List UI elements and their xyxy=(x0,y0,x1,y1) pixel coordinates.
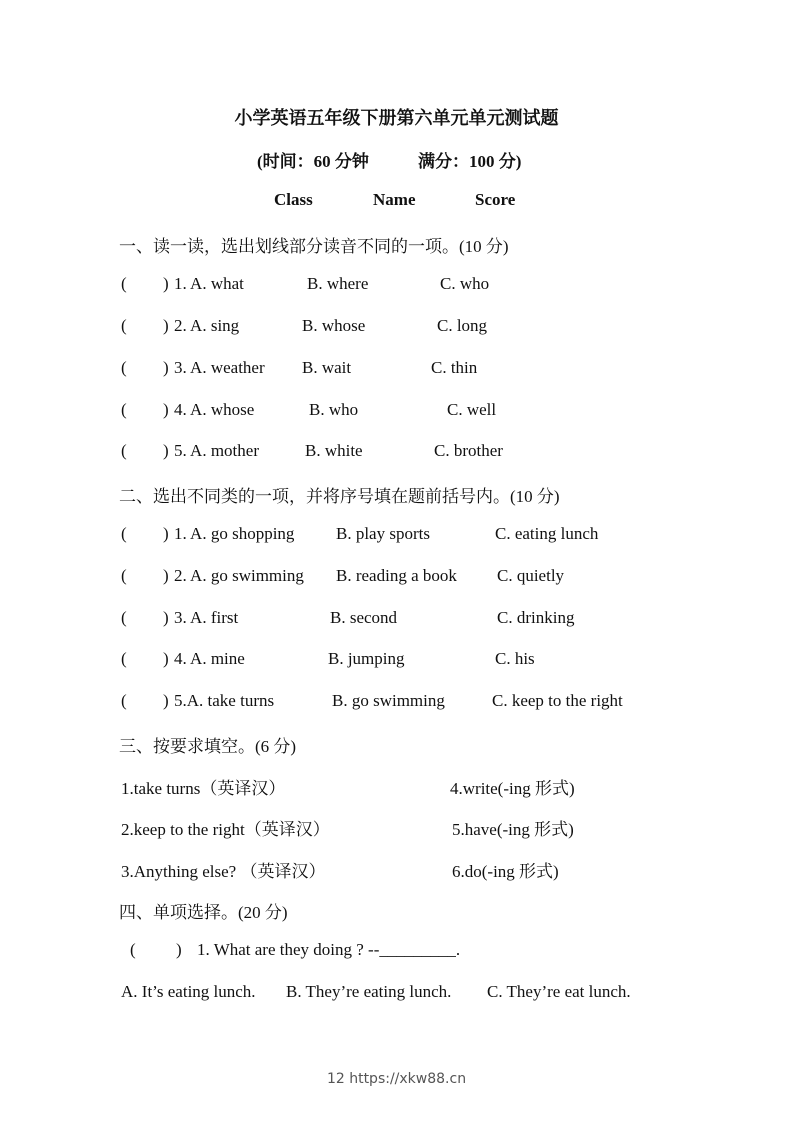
answer-bracket-close: ) xyxy=(163,400,169,419)
option-c: C. long xyxy=(437,316,488,335)
option-b: B. white xyxy=(305,441,363,460)
option-a: 3. A. first xyxy=(174,608,239,627)
option-a: 1. A. go shopping xyxy=(174,524,295,543)
option-c: C. keep to the right xyxy=(492,691,623,710)
answer-bracket-close: ) xyxy=(163,274,169,293)
fill-item-left: 1.take turns（英译汉） xyxy=(121,779,286,798)
exam-full-score: 满分：100 分) xyxy=(418,152,522,171)
page-title: 小学英语五年级下册第六单元单元测试题 xyxy=(234,108,559,128)
option-c: C. thin xyxy=(431,358,478,377)
option-c: C. eating lunch xyxy=(495,524,599,543)
option-b: B. second xyxy=(330,608,398,627)
answer-bracket-close: ) xyxy=(163,524,169,543)
option-b: B. where xyxy=(307,274,369,293)
answer-bracket-close: ) xyxy=(163,608,169,627)
option-b: B. jumping xyxy=(328,649,405,668)
exam-time: (时间：60 分钟 xyxy=(257,152,369,171)
answer-bracket-open: ( xyxy=(121,400,127,419)
field-class: Class xyxy=(274,190,313,209)
section-1-heading: 一、读一读，选出划线部分读音不同的一项。(10 分) xyxy=(119,237,509,256)
fill-item-right: 5.have(-ing 形式) xyxy=(452,820,574,839)
option-a: 1. A. what xyxy=(174,274,244,293)
field-score: Score xyxy=(475,190,516,209)
question-text: 1. What are they doing ? --_________. xyxy=(197,940,461,959)
option-c: C. They’re eat lunch. xyxy=(487,982,631,1001)
answer-bracket-close: ) xyxy=(163,691,169,710)
section-2-heading: 二、选出不同类的一项，并将序号填在题前括号内。(10 分) xyxy=(119,487,560,506)
answer-bracket-open: ( xyxy=(121,441,127,460)
option-c: C. well xyxy=(447,400,497,419)
option-b: B. who xyxy=(309,400,359,419)
fill-item-right: 4.write(-ing 形式) xyxy=(450,779,575,798)
option-b: B. reading a book xyxy=(336,566,457,585)
option-b: B. wait xyxy=(302,358,352,377)
answer-bracket-open: ( xyxy=(121,358,127,377)
option-b: B. They’re eating lunch. xyxy=(286,982,452,1001)
option-b: B. go swimming xyxy=(332,691,445,710)
option-a: A. It’s eating lunch. xyxy=(121,982,256,1001)
option-b: B. whose xyxy=(302,316,366,335)
answer-bracket-open: ( xyxy=(121,608,127,627)
answer-bracket-open: ( xyxy=(121,274,127,293)
option-b: B. play sports xyxy=(336,524,430,543)
answer-bracket-open: ( xyxy=(121,316,127,335)
fill-item-right: 6.do(-ing 形式) xyxy=(452,862,559,881)
field-name: Name xyxy=(373,190,416,209)
option-a: 5.A. take turns xyxy=(174,691,275,710)
section-4-heading: 四、单项选择。(20 分) xyxy=(119,903,288,922)
option-c: C. brother xyxy=(434,441,503,460)
answer-bracket-open: ( xyxy=(121,524,127,543)
answer-bracket-open: ( xyxy=(121,691,127,710)
option-c: C. quietly xyxy=(497,566,565,585)
option-c: C. who xyxy=(440,274,490,293)
option-a: 4. A. mine xyxy=(174,649,245,668)
answer-bracket-close: ) xyxy=(163,566,169,585)
option-c: C. his xyxy=(495,649,535,668)
option-c: C. drinking xyxy=(497,608,575,627)
answer-bracket-close: ) xyxy=(163,316,169,335)
answer-bracket-close: ) xyxy=(163,441,169,460)
answer-bracket-close: ) xyxy=(176,940,182,959)
fill-item-left: 3.Anything else? （英译汉） xyxy=(121,862,326,881)
option-a: 2. A. go swimming xyxy=(174,566,304,585)
answer-bracket-open: ( xyxy=(130,940,136,959)
answer-bracket-open: ( xyxy=(121,566,127,585)
page-footer: 12 https://xkw88.cn xyxy=(326,1071,467,1087)
option-a: 4. A. whose xyxy=(174,400,255,419)
option-a: 3. A. weather xyxy=(174,358,265,377)
option-a: 5. A. mother xyxy=(174,441,259,460)
section-3-heading: 三、按要求填空。(6 分) xyxy=(119,737,297,756)
answer-bracket-close: ) xyxy=(163,649,169,668)
answer-bracket-close: ) xyxy=(163,358,169,377)
option-a: 2. A. sing xyxy=(174,316,240,335)
fill-item-left: 2.keep to the right（英译汉） xyxy=(121,820,330,839)
answer-bracket-open: ( xyxy=(121,649,127,668)
